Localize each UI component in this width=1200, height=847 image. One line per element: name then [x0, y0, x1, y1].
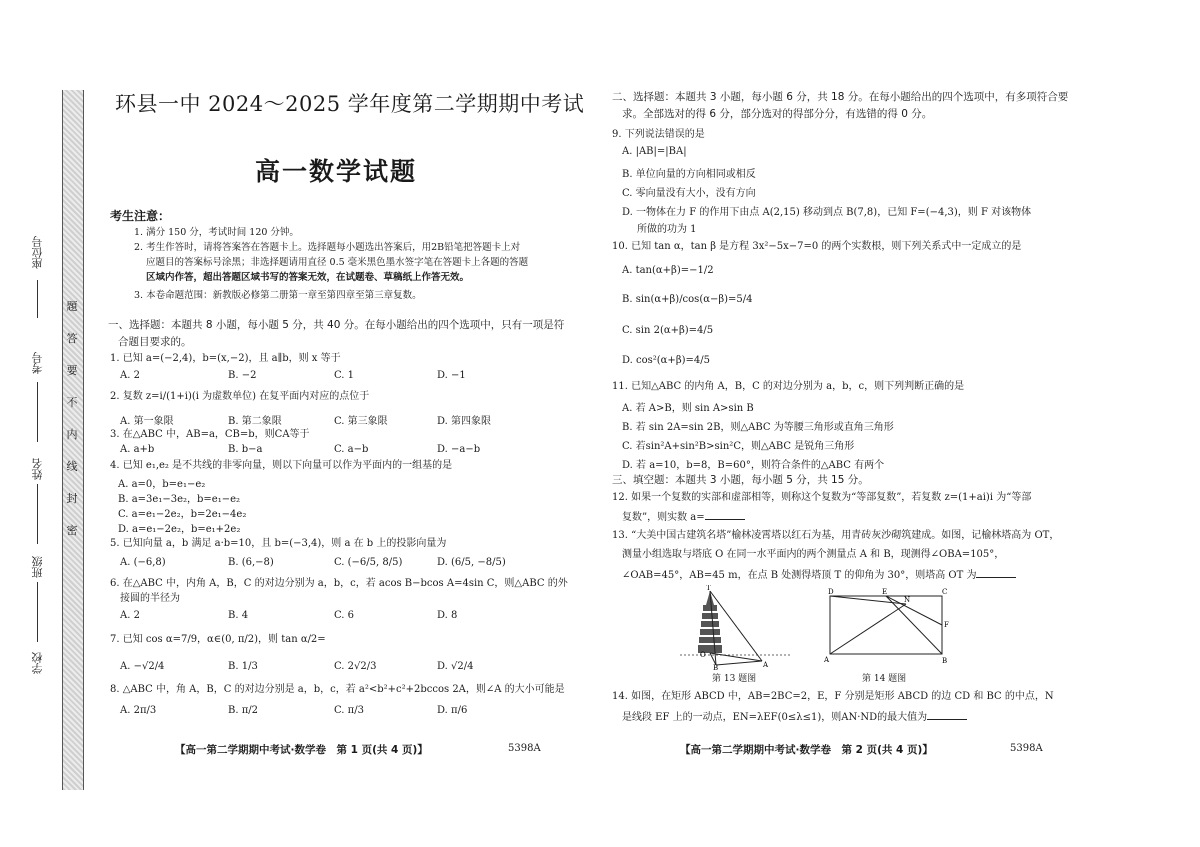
question-stem: 6. 在△ABC 中，内角 A，B，C 的对边分别为 a，b，c，若 acos B−bcos A=4sin C，则△ABC 的外: [110, 578, 568, 589]
option: A. 第一象限: [120, 416, 174, 427]
label-O: O: [700, 651, 706, 659]
option: D. 第四象限: [437, 416, 492, 427]
option: D. 8: [437, 610, 458, 621]
option: B. b−a: [228, 444, 263, 455]
option: C. π/3: [334, 705, 364, 716]
question-stem-cont: [622, 567, 1016, 583]
question-text: ∠OAB=45°，AB=45 m，在点 B 处测得塔顶 T 的仰角为 30°，则塔高 OT 为: [622, 570, 977, 581]
label-E: E: [882, 588, 888, 596]
label-C: C: [942, 588, 948, 596]
option: A. 2: [120, 610, 140, 621]
option: D. (6/5, −8/5): [437, 557, 506, 568]
strip-char: 内: [66, 428, 78, 441]
label-B: B: [942, 657, 948, 665]
notes-heading: 考生注意：: [110, 209, 171, 223]
answer-blank[interactable]: [976, 567, 1016, 578]
exam-number-line: [37, 382, 38, 442]
option: C. a=e₁−2e₂，b=2e₁−4e₂: [118, 509, 247, 520]
question-stem: 1. 已知 a=(−2,4)，b=(x,−2)，且 a∥b，则 x 等于: [110, 353, 341, 364]
option: B. 若 sin 2A=sin 2B，则△ABC 为等腰三角形或直角三角形: [622, 422, 894, 433]
question-stem: 12. 如果一个复数的实部和虚部相等，则称这个复数为“等部复数”，若复数 z=(1+ai)i 为“等部: [612, 492, 1032, 503]
class-label: 班级: [31, 556, 44, 578]
paper-code: 5398A: [1010, 743, 1043, 754]
option: C. a−b: [334, 444, 369, 455]
question-stem-cont: 测量小组选取与塔底 O 在同一水平面内的两个测量点 A 和 B，现测得∠OBA=105°，: [622, 549, 1005, 560]
seat-number-line: [37, 280, 38, 318]
option: C. 2√2/3: [334, 661, 377, 672]
class-line: [37, 582, 38, 642]
label-A: A: [824, 656, 830, 664]
figure-13-caption: 第 13 题图: [712, 674, 757, 684]
question-text: 复数”，则实数 a=: [622, 512, 705, 523]
option: A. −√2/4: [120, 661, 165, 672]
strip-char: 不: [66, 396, 78, 409]
option-cont: 所做的功为 1: [637, 224, 697, 235]
option: C. 6: [334, 610, 355, 621]
question-stem-cont: [622, 509, 745, 525]
option: B. sin(α+β)/cos(α−β)=5/4: [622, 294, 753, 305]
question-stem: 7. 已知 cos α=7/9，α∈(0, π/2)，则 tan α/2=: [110, 634, 326, 645]
figure-14-caption: 第 14 题图: [862, 674, 907, 684]
school-label: 学校: [31, 652, 44, 674]
question-stem: 8. △ABC 中，角 A，B，C 的对边分别是 a，b，c，若 a²<b²+c²+2bccos 2A，则∠A 的大小可能是: [110, 684, 565, 695]
option: C. 1: [334, 370, 355, 381]
option: A. 若 A>B，则 sin A>sin B: [622, 403, 754, 414]
strip-char: 密: [66, 524, 78, 537]
question-text: 是线段 EF 上的一动点，EN=λEF(0≤λ≤1)，则AN·ND的最大值为: [622, 712, 928, 723]
page-footer: 【高一第二学期期中考试·数学卷 第 2 页(共 4 页)】: [680, 744, 933, 756]
question-stem: 11. 已知△ABC 的内角 A，B，C 的对边分别为 a，b，c，则下列判断正确的是: [612, 381, 965, 392]
label-T: T: [706, 585, 711, 592]
question-stem-cont: 接圆的半径为: [120, 593, 180, 604]
section-heading: 合题目要求的。: [118, 336, 192, 348]
option: C. 零向量没有大小，没有方向: [622, 188, 756, 199]
option: D. 若 a=10，b=8，B=60°，则符合条件的△ABC 有两个: [622, 460, 885, 471]
section-heading: 求。全部选对的得 6 分，部分选对的得部分分，有选错的得 0 分。: [622, 108, 933, 120]
section-heading: 一、选择题：本题共 8 小题，每小题 5 分，共 40 分。在每小题给出的四个选项中，只有一项是符: [108, 319, 565, 331]
question-stem: 13. “大美中国古建筑名塔”榆林凌霄塔以红石为基，用青砖灰沙砌筑建成。如图，记榆林塔高为 OT，: [612, 530, 1060, 541]
question-stem: 14. 如图，在矩形 ABCD 中，AB=2BC=2，E，F 分别是矩形 ABCD 的边 CD 和 BC 的中点，N: [612, 691, 1054, 702]
strip-char: 封: [66, 492, 78, 505]
figure-14-rectangle: [818, 586, 958, 666]
option: D. √2/4: [437, 661, 474, 672]
option: B. a=3e₁−3e₂，b=e₁−e₂: [118, 494, 241, 505]
question-stem: 3. 在△ABC 中，AB=a，CB=b，则CA等于: [110, 429, 310, 440]
paper-code: 5398A: [508, 743, 541, 754]
seat-number-label: 座位号: [31, 236, 44, 269]
name-line: [37, 484, 38, 544]
option: A. 2: [120, 370, 140, 381]
option: B. −2: [228, 370, 257, 381]
option: B. 单位向量的方向相同或相反: [622, 169, 756, 180]
exam-subtitle: 高一数学试题: [255, 157, 418, 186]
note-line: 区域内作答，超出答题区域书写的答案无效，在试题卷、草稿纸上作答无效。: [146, 272, 470, 283]
strip-char: 答: [66, 332, 78, 345]
option: D. −a−b: [437, 444, 481, 455]
answer-blank[interactable]: [705, 509, 745, 520]
option: D. 一物体在力 F 的作用下由点 A(2,15) 移动到点 B(7,8)，已知 F=(−4,3)，则 F 对该物体: [622, 207, 1032, 218]
question-stem-cont: [622, 709, 967, 725]
section-heading: 二、选择题：本题共 3 小题，每小题 6 分，共 18 分。在每小题给出的四个选项中，有多项符合要: [612, 91, 1069, 103]
question-stem: 2. 复数 z=i/(1+i)(i 为虚数单位) 在复平面内对应的点位于: [110, 391, 370, 402]
label-N: N: [904, 596, 911, 604]
option: B. π/2: [228, 705, 259, 716]
exam-number-label: 考号: [31, 352, 44, 374]
option: C. sin 2(α+β)=4/5: [622, 325, 714, 336]
option: B. 4: [228, 610, 249, 621]
option: A. tan(α+β)=−1/2: [622, 265, 714, 276]
option: D. π/6: [437, 705, 468, 716]
page-footer: 【高一第二学期期中考试·数学卷 第 1 页(共 4 页)】: [175, 744, 428, 756]
strip-char: 題: [66, 300, 78, 313]
option: C. 第三象限: [334, 416, 388, 427]
strip-char: 要: [66, 364, 78, 377]
option: A. (−6,8): [120, 557, 166, 568]
option: D. a=e₁−2e₂，b=e₁+2e₂: [118, 524, 241, 535]
option: D. cos²(α+β)=4/5: [622, 355, 710, 366]
section-heading: 三、填空题：本题共 3 小题，每小题 5 分，共 15 分。: [612, 474, 869, 486]
option: C. (−6/5, 8/5): [334, 557, 403, 568]
note-line: 1. 满分 150 分，考试时间 120 分钟。: [134, 227, 299, 238]
option: B. 第二象限: [228, 416, 282, 427]
exam-title: 环县一中 2024～2025 学年度第二学期期中考试: [115, 92, 585, 116]
strip-char: 线: [66, 460, 78, 473]
label-A: A: [763, 661, 769, 669]
question-stem: 10. 已知 tan α，tan β 是方程 3x²−5x−7=0 的两个实数根，则下列关系式中一定成立的是: [612, 241, 1022, 252]
note-line: 应题目的答案标号涂黑；非选择题请用直径 0.5 毫米黑色墨水签字笔在答题卡上各题的答题: [146, 257, 529, 268]
option: C. 若sin²A+sin²B>sin²C，则△ABC 是锐角三角形: [622, 441, 855, 452]
label-B: B: [713, 664, 719, 670]
label-D: D: [828, 588, 834, 596]
label-F: F: [944, 621, 949, 629]
option: A. a+b: [120, 444, 155, 455]
option: A. |AB|=|BA|: [622, 146, 687, 157]
note-line: 3. 本卷命题范围：新教版必修第二册第一章至第四章至第三章复数。: [134, 290, 422, 301]
name-label: 姓名: [31, 458, 44, 480]
question-stem: 9. 下列说法错误的是: [612, 129, 705, 140]
question-stem: 5. 已知向量 a，b 满足 a·b=10，且 b=(−3,4)，则 a 在 b 上的投影向量为: [110, 538, 447, 549]
note-line: 2. 考生作答时，请将答案答在答题卡上。选择题每小题选出答案后，用2B铅笔把答题卡上对: [134, 242, 521, 253]
option: D. −1: [437, 370, 466, 381]
option: A. a=0，b=e₁−e₂: [118, 479, 206, 490]
question-stem: 4. 已知 e₁,e₂ 是不共线的非零向量，则以下向量可以作为平面内的一组基的是: [110, 460, 453, 471]
figure-13-pagoda: [670, 585, 800, 670]
option: A. 2π/3: [120, 705, 157, 716]
answer-blank[interactable]: [927, 709, 967, 720]
option: B. 1/3: [228, 661, 258, 672]
option: B. (6,−8): [228, 557, 274, 568]
